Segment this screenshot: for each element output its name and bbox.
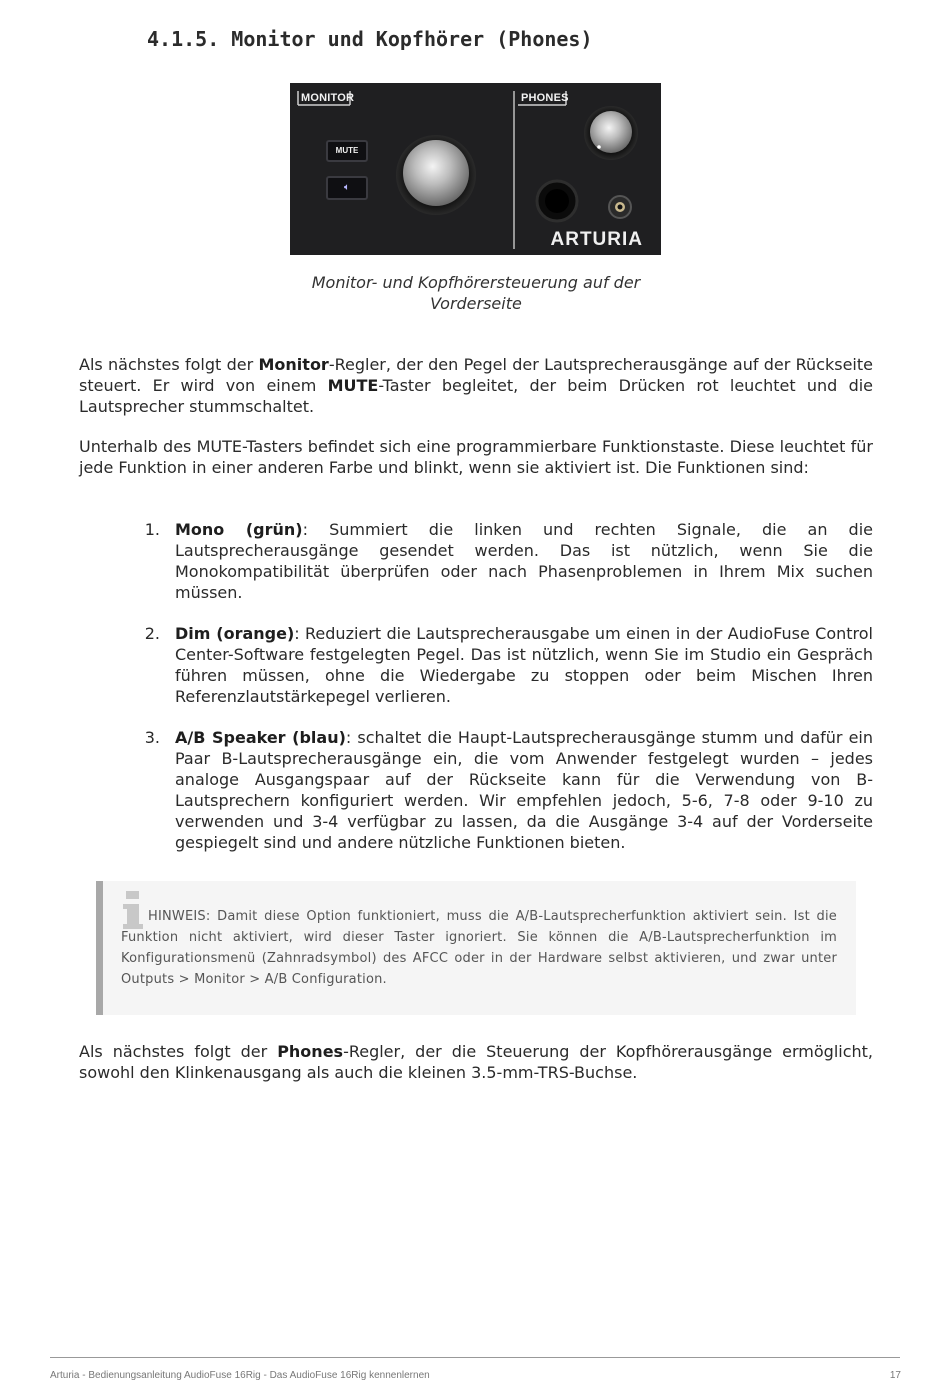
phones-term: Phones <box>277 1042 344 1061</box>
monitor-term: Monitor <box>258 355 329 374</box>
caption-line-2: Vorderseite <box>430 294 522 313</box>
list-term: A/B Speaker (blau) <box>175 728 346 747</box>
text-run: HINWEIS: Damit diese Option funktioniert, muss die A/B-Lautsprecherfunktion aktiviert sein. Ist die Funktion nicht aktiviert, wird dieser Taster ignoriert. Sie können die A/B-Lautsprecherfunktion im Konfigurationsmenü (Zahnradsymbol) des AFCC oder in der Hardware selbst aktivieren, und zwar unter Outputs > Monitor > A/B Configuration. <box>121 909 837 987</box>
monitor-panel-label: MONITOR <box>301 92 355 104</box>
text-run: Als nächstes folgt der <box>79 355 259 374</box>
speaker-icon: 🔈︎ <box>326 176 368 200</box>
footer-title: Arturia - Bedienungsanleitung AudioFuse 16Rig - Das AudioFuse 16Rig kennenlernen <box>50 1370 430 1381</box>
list-text <box>175 519 873 603</box>
text-run: Als nächstes folgt der <box>79 1042 278 1061</box>
phones-panel-label: PHONES <box>521 92 569 104</box>
monitor-paragraph <box>79 354 873 417</box>
text-run: : schaltet die Haupt-Lautsprecherausgänge stumm und dafür ein Paar B-Lautsprecherausgänge ein, die vom Anwender festgelegt wurden – jedes analoge Ausgangspaar auf der Rückseite kann für die Verwendung von B-Lautsprechern konfiguriert werden. Wir empfehlen jedoch, 5-6, 7-8 oder 9-10 zu verwenden und 3-4 verfügbar zu lassen, da die Ausgänge 3-4 auf der Vorderseite gespiegelt sind und andere nützliche Funktionen bieten. <box>175 728 874 852</box>
function-key-paragraph: Unterhalb des MUTE-Tasters befindet sich eine programmierbare Funktionstaste. Diese leuchtet für jede Funktion in einer anderen Farbe und blinkt, wenn sie aktiviert ist. Die Funktionen sind: <box>79 437 873 477</box>
note-text <box>121 906 837 990</box>
list-term: Mono (grün) <box>175 520 303 539</box>
mute-button: MUTE <box>326 140 368 162</box>
arturia-logo: ARTURIA <box>550 229 643 250</box>
mute-term: MUTE <box>327 376 379 395</box>
text-run: : Reduziert die Lautsprecherausgabe um einen in der AudioFuse Control Center-Software festgelegten Pegel. Das ist nützlich, wenn Sie im Studio ein Gespräch führen müssen, ohne die Wiedergabe zu stoppen oder beim Mischen Ihren Referenzlautstärkepegel verlieren. <box>175 624 873 706</box>
list-number: 2. <box>144 624 160 643</box>
note-box <box>96 881 856 1015</box>
front-panel-photo <box>290 83 661 255</box>
list-number: 3. <box>144 728 160 747</box>
page-number: 17 <box>889 1370 901 1381</box>
section-heading: 4.1.5. Monitor und Kopfhörer (Phones) <box>147 27 593 51</box>
text-run: : Summiert die linken und rechten Signale, die an die Lautsprecherausgänge gesendet werden. Das ist nützlich, wenn Sie die Monokompatibilität überprüfen oder nach Phasenproblemen in Ihrem Mix suchen müssen. <box>175 520 874 602</box>
text-run: -Regler, der den Pegel der Lautsprecherausgänge auf der Rückseite steuert. Er wird von einem <box>79 355 873 395</box>
caption-line-1: Monitor- und Kopfhörersteuerung auf der <box>311 273 641 292</box>
list-text <box>175 727 873 853</box>
list-number: 1. <box>144 520 160 539</box>
list-term: Dim (orange) <box>175 624 295 643</box>
footer-divider <box>50 1357 900 1358</box>
text-run: -Regler, der die Steuerung der Kopfhörerausgänge ermöglicht, sowohl den Klinkenausgang als auch die kleinen 3.5-mm-TRS-Buchse. <box>79 1042 874 1082</box>
figure-caption <box>250 272 702 314</box>
text-run: -Taster begleitet, der beim Drücken rot leuchtet und die Lautsprecher stummschaltet. <box>79 376 874 416</box>
list-text <box>175 623 873 707</box>
phones-paragraph <box>79 1041 873 1083</box>
